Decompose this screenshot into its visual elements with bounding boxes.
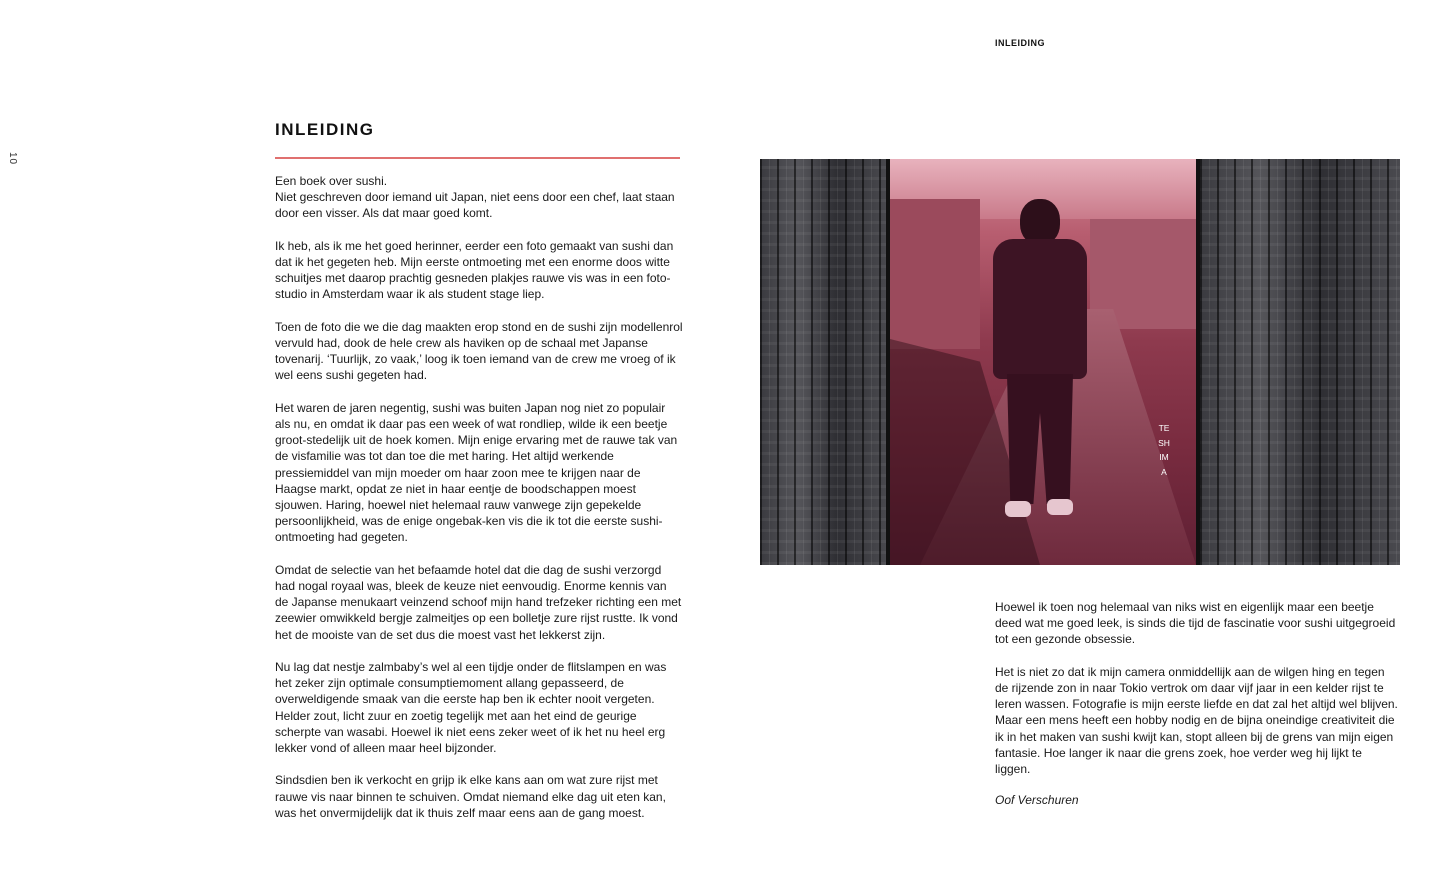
- running-head: INLEIDING: [995, 38, 1046, 48]
- author-signature: Oof Verschuren: [995, 793, 1079, 807]
- mirror-reflection-scene: [890, 159, 1196, 565]
- right-text-column: [995, 599, 1400, 793]
- paragraph: Ik heb, als ik me het goed herinner, eerder een foto gemaakt van sushi dan dat ik het gegeten heb. Mijn eerste ontmoeting met een enorme doos witte schuitjes met daarop prachtig gesneden plakjes rauwe vis was in een foto-studio in Amsterdam waar ik als student stage liep.: [275, 238, 674, 302]
- photo-mirror-self-portrait: [760, 159, 1400, 565]
- building: [890, 199, 980, 349]
- left-text-column: [275, 173, 683, 837]
- legs: [1007, 374, 1073, 504]
- shoe: [1005, 501, 1031, 517]
- paragraph: Toen de foto die we die dag maakten erop stond en de sushi zijn modellenrol vervuld had, dook de hele crew als haviken op de schaal met Japanse tovenarij. ‘Tuurlijk, zo vaak,’ loog ik toen iemand van de crew me vroeg of ik wel eens sushi gegeten had.: [275, 319, 683, 383]
- photo-caption: TESHIMA: [1158, 423, 1170, 477]
- paragraph: Sindsdien ben ik verkocht en grijp ik elke kans aan om wat zure rijst met rauwe vis naar binnen te schuiven. Omdat niemand elke dag uit eten kan, was het onvermijdelijk dat ik thuis zelf maar eens aan de gang moest.: [275, 773, 666, 820]
- paragraph: Het waren de jaren negentig, sushi was buiten Japan nog niet zo populair als nu, en omdat ik daar pas een week of wat rondliep, wilde ik een beetje groot-stedelijk uit de hoek komen. Mijn enige ervaring met de rauwe tak van de visfamilie was tot dan toe die met haring. Het altijd werkende pressiemiddel van mijn moeder om haar zoon mee te krijgen naar de Haagse markt, opdat ze niet in haar eentje de boodschappen moest sjouwen. Haring, hoewel niet helemaal rauw vanwege zijn gepekelde persoonlijkheid, was de enige ongebak-ken vis die ik tot die eerste sushi-ontmoeting had gegeten.: [275, 400, 678, 545]
- paragraph: Hoewel ik toen nog helemaal van niks wist en eigenlijk maar een beetje deed wat me goed leek, is sinds die tijd de fascinatie voor sushi uitgegroeid tot een gezonde obsessie.: [995, 600, 1396, 647]
- charred-wood-panel-right: [1200, 159, 1400, 565]
- paragraph: Omdat de selectie van het befaamde hotel dat die dag de sushi verzorgd had nogal royaal was, bleek de keuze niet eenvoudig. Enorme kennis van de Japanse menukaart veinzend schoof mijn hand trefzeker richting een met zeewier omwikkeld bergje zalmeitjes op een bolletje zure rijst rustte. Ik vond het de mooiste van de set dus die moest vast het lekkerst zijn.: [275, 562, 682, 642]
- photographer-figure: [985, 199, 1095, 539]
- title-rule: [275, 157, 680, 159]
- paragraph: Een boek over sushi. Niet geschreven door iemand uit Japan, niet eens door een chef, laat staan door een visser. Als dat maar goed komt.: [275, 174, 675, 221]
- charred-wood-panel-left: [760, 159, 888, 565]
- torso: [993, 239, 1087, 379]
- chapter-title: INLEIDING: [275, 120, 375, 139]
- paragraph: Het is niet zo dat ik mijn camera onmiddellijk aan de wilgen hing en tegen de rijzende zon in naar Tokio vertrok om daar vijf jaar in een kelder rijst te leren wassen. Fotografie is mijn eerste liefde en dat zal het altijd wel blijven. Maar een mens heeft een hobby nodig en de bijna oneindige creativiteit die ik in het maken van sushi kwijt kan, stopt alleen bij de grens van mijn eigen fantasie. Hoe langer ik naar die grens zoek, hoe verder weg hij lijkt te liggen.: [995, 664, 1398, 777]
- page-number: 10: [7, 152, 18, 166]
- shoe: [1047, 499, 1073, 515]
- paragraph: Nu lag dat nestje zalmbaby’s wel al een tijdje onder de flitslampen en was het zeker zijn optimale consumptiemoment allang gepasseerd, de overweldigende smaak van die eerste hap ben ik echter nooit vergeten. Helder zout, licht zuur en zoetig tegelijk met aan het eind de geurige scherpte van wasabi. Hoewel ik niet eens zeker weet of ik het nu heel erg lekker vond of alleen maar heel bijzonder.: [275, 660, 667, 756]
